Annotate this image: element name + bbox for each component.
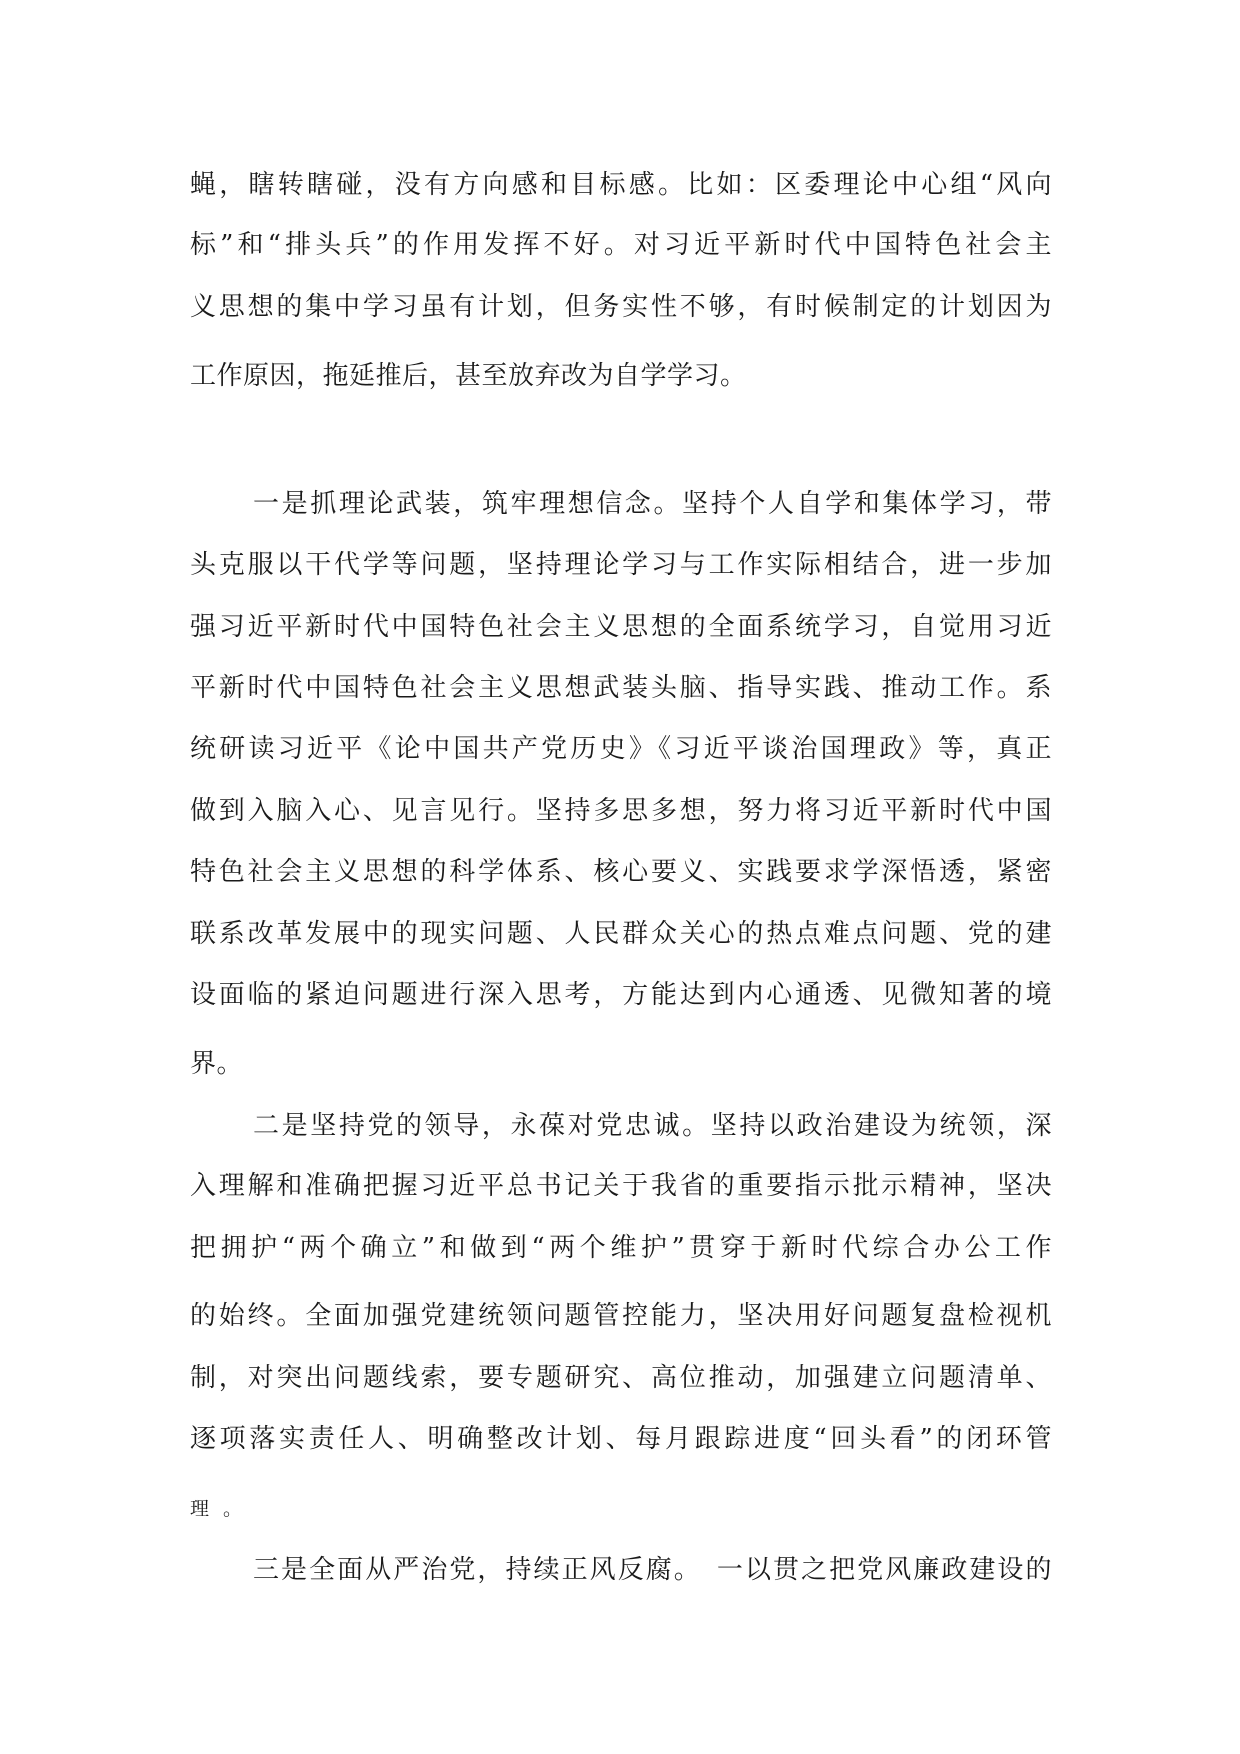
paragraph-start-line: 三是全面从严治党，持续正风反腐。 一以贯之把党风廉政建设的 [253, 1555, 1052, 1585]
text-line: 义思想的集中学习虽有计划，但务实性不够，有时候制定的计划因为 [190, 292, 1052, 322]
text-line: 联系改革发展中的现实问题、人民群众关心的热点难点问题、党的建 [190, 919, 1052, 949]
text-line: 设面临的紧迫问题进行深入思考，方能达到内心通透、见微知著的境 [190, 980, 1052, 1010]
text-line: 头克服以干代学等问题，坚持理论学习与工作实际相结合，进一步加 [190, 550, 1052, 580]
text-line: 把拥护“两个确立”和做到“两个维护”贯穿于新时代综合办公工作 [190, 1233, 1052, 1263]
text-line: 特色社会主义思想的科学体系、核心要义、实践要求学深悟透，紧密 [190, 857, 1052, 887]
paragraph-start-line: 一是抓理论武装，筑牢理想信念。坚持个人自学和集体学习，带 [253, 489, 1052, 519]
text-line: 界。 [190, 1049, 244, 1079]
paragraph-start-line: 二是坚持党的领导，永葆对党忠诚。坚持以政治建设为统领，深 [253, 1111, 1052, 1141]
text-line: 平新时代中国特色社会主义思想武装头脑、指导实践、推动工作。系 [190, 673, 1052, 703]
text-line: 入理解和准确把握习近平总书记关于我省的重要指示批示精神，坚决 [190, 1171, 1052, 1201]
text-line: 标”和“排头兵”的作用发挥不好。对习近平新时代中国特色社会主 [190, 230, 1052, 260]
text-line: 统研读习近平《论中国共产党历史》《习近平谈治国理政》等，真正 [190, 734, 1052, 764]
text-line: 蝇，瞎转瞎碰，没有方向感和目标感。比如：区委理论中心组“风向 [190, 170, 1052, 200]
text-line: 逐项落实责任人、明确整改计划、每月跟踪进度“回头看”的闭环管 [190, 1424, 1052, 1454]
text-line: 工作原因，拖延推后，甚至放弃改为自学学习。 [190, 361, 747, 391]
text-line: 制，对突出问题线索，要专题研究、高位推动，加强建立问题清单、 [190, 1363, 1052, 1393]
text-line: 的始终。全面加强党建统领问题管控能力，坚决用好问题复盘检视机 [190, 1301, 1052, 1331]
text-line: 做到入脑入心、见言见行。坚持多思多想，努力将习近平新时代中国 [190, 796, 1052, 826]
text-line: 强习近平新时代中国特色社会主义思想的全面系统学习，自觉用习近 [190, 612, 1052, 642]
text-line: 理 。 [190, 1498, 247, 1520]
